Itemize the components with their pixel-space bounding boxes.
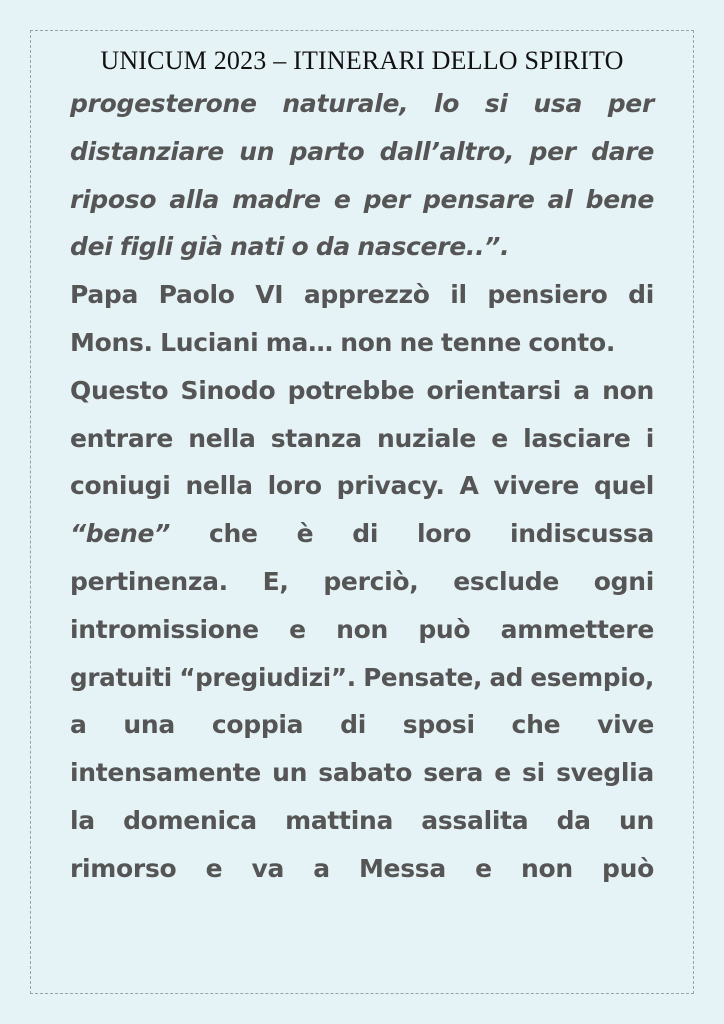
body-text: [70, 80, 654, 893]
text-line: progesterone naturale, lo si usa per: [70, 89, 654, 118]
text-line: a una coppia di sposi che vive: [70, 710, 654, 740]
text-line-mixed: [70, 510, 654, 558]
text-line: dei figli già nati o da nascere..”.: [70, 232, 510, 262]
text-line: intromissione e non può ammettere: [70, 614, 654, 644]
text-line: distanziare un parto dall’altro, per dare: [70, 136, 654, 166]
text-line: Mons. Luciani ma… non ne tenne conto.: [70, 327, 616, 357]
text-line: entrare nella stanza nuziale e lasciare i: [70, 423, 654, 453]
text-line: gratuiti “pregiudizi”. Pensate, ad esempio,: [70, 662, 654, 692]
text-line: riposo alla madre e per pensare al bene: [70, 184, 654, 214]
text-line: Questo Sinodo potrebbe orientarsi a non: [70, 375, 654, 405]
text-fragment: che è di loro indiscussa: [208, 519, 655, 549]
text-line: coniugi nella loro privacy. A vivere quel: [70, 471, 654, 501]
text-line: rimorso e va a Messa e non può: [70, 853, 654, 883]
text-line: la domenica mattina assalita da un: [70, 805, 654, 835]
text-line: intensamente un sabato sera e si sveglia: [70, 758, 654, 788]
italic-word: “bene”: [70, 519, 171, 549]
text-line: pertinenza. E, perciò, esclude ogni: [70, 566, 654, 596]
page-header: UNICUM 2023 – ITINERARI DELLO SPIRITO: [100, 46, 624, 75]
text-line: Papa Paolo VI apprezzò il pensiero di: [70, 280, 654, 310]
